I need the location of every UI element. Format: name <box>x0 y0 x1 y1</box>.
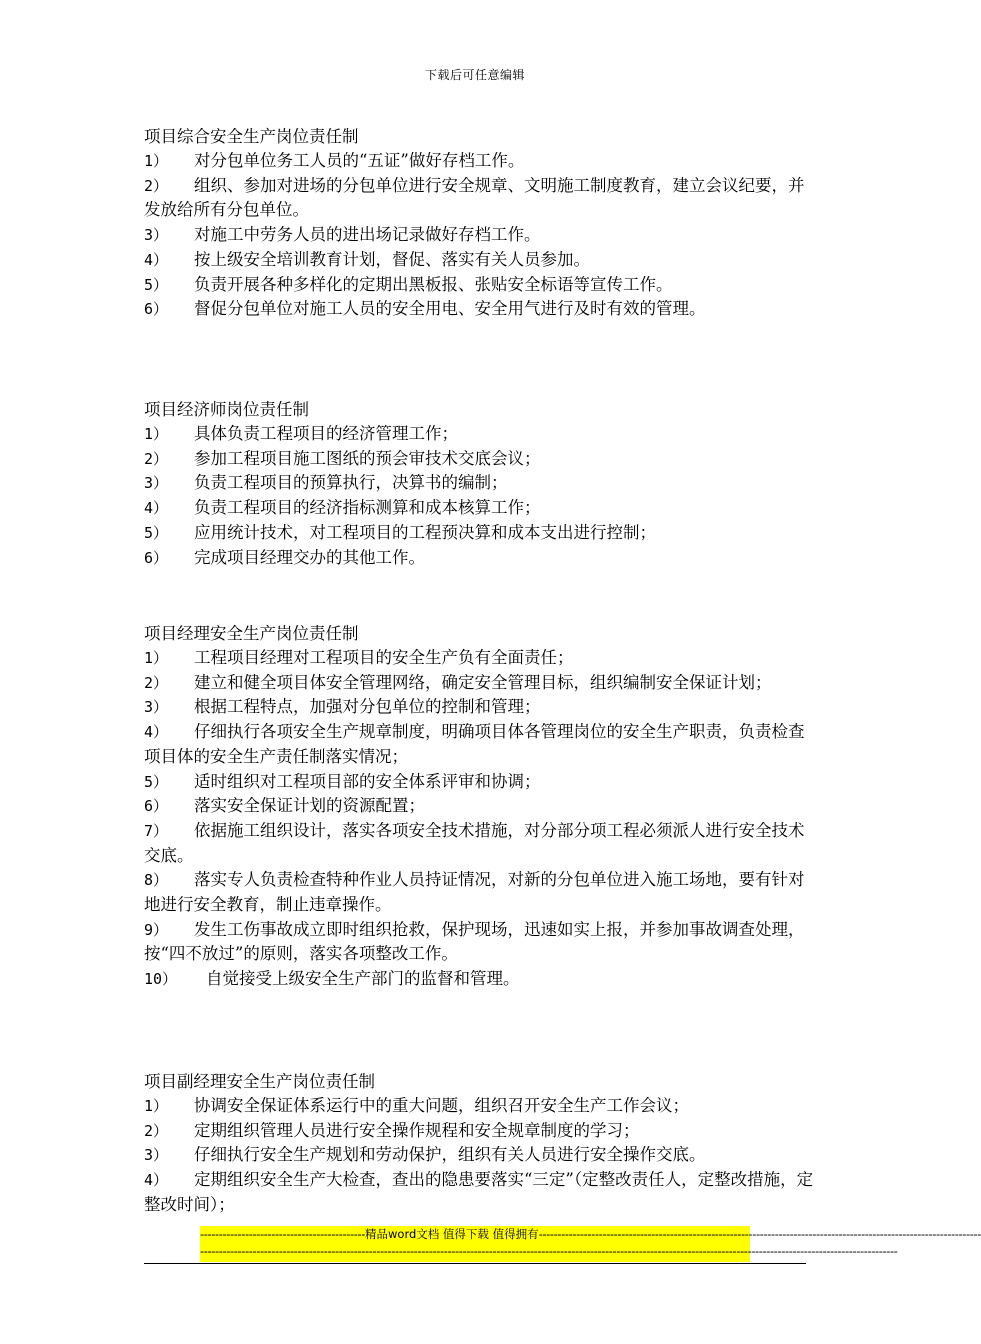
list-item <box>144 646 820 671</box>
list-item <box>144 671 820 696</box>
item-number: 1） <box>144 649 169 667</box>
dash-line: -------------------------------------------- <box>200 1227 365 1241</box>
item-text: 工程项目经理对工程项目的安全生产负有全面责任； <box>194 648 574 667</box>
list-item <box>144 695 820 720</box>
item-number: 4） <box>144 1171 169 1190</box>
list-item <box>144 1119 820 1144</box>
list-item <box>144 521 820 546</box>
item-text: 参加工程项目施工图纸的预会审技术交底会议； <box>194 448 541 468</box>
item-number: 3） <box>144 1146 169 1165</box>
list-item <box>144 967 820 992</box>
item-number: 4） <box>144 250 169 269</box>
item-text: 督促分包单位对施工人员的安全用电、安全用气进行及时有效的管理。 <box>194 299 706 319</box>
list-item <box>144 496 820 521</box>
footer-banner-row <box>200 1226 981 1243</box>
list-item <box>144 447 820 472</box>
footer-banner-row <box>200 1243 898 1260</box>
footer-banner <box>200 1226 981 1262</box>
list-item <box>144 770 820 795</box>
section-economist <box>144 397 820 570</box>
item-number: 2） <box>144 673 169 692</box>
item-number: 1） <box>144 425 169 443</box>
item-number: 2） <box>144 1121 169 1140</box>
item-text: 按上级安全培训教育计划，督促、落实有关人员参加。 <box>194 249 590 269</box>
item-number: 7） <box>144 821 169 840</box>
item-text: 完成项目经理交办的其他工作。 <box>194 547 425 567</box>
item-number: 6） <box>144 300 169 319</box>
list-item <box>144 422 820 447</box>
dash-line: ------------------------------------------------------------------------------------------------------------------------------------------------------------------------------------------ <box>200 1244 898 1258</box>
section-comprehensive-safety <box>144 124 820 322</box>
item-text: 落实专人负责检查特种作业人员持证情况，对新的分包单位进入施工场地，要有针对地进行安全教育，制止违章操作。 <box>144 870 805 915</box>
item-text: 负责工程项目的经济指标测算和成本核算工作； <box>194 498 541 518</box>
item-text: 负责开展各种多样化的定期出黑板报、张贴安全标语等宣传工作。 <box>194 274 673 294</box>
list-item <box>144 1143 820 1168</box>
section-project-manager-safety <box>144 621 820 992</box>
item-number: 8） <box>144 871 169 890</box>
item-text: 建立和健全项目体安全管理网络，确定安全管理目标，组织编制安全保证计划； <box>194 672 772 692</box>
item-text: 落实安全保证计划的资源配置； <box>194 796 425 816</box>
list-item <box>144 794 820 819</box>
item-number: 2） <box>144 449 169 468</box>
item-text: 依据施工组织设计，落实各项安全技术措施，对分部分项工程必须派人进行安全技术交底。 <box>144 820 805 865</box>
item-text: 协调安全保证体系运行中的重大问题，组织召开安全生产工作会议； <box>194 1096 689 1115</box>
item-number: 6） <box>144 797 169 816</box>
item-text: 自觉接受上级安全生产部门的监督和管理。 <box>206 969 520 989</box>
list-item <box>144 223 820 248</box>
section-title: 项目经理安全生产岗位责任制 <box>144 624 359 643</box>
list-item <box>144 1094 820 1119</box>
list-item <box>144 149 820 174</box>
item-number: 5） <box>144 523 169 542</box>
item-text: 仔细执行各项安全生产规章制度，明确项目体各管理岗位的安全生产职责，负责检查项目体的安全生产责任制落实情况； <box>144 722 805 766</box>
list-item <box>144 174 820 223</box>
footer-divider <box>144 1263 806 1264</box>
list-item <box>144 918 820 967</box>
list-item <box>144 546 820 571</box>
item-number: 9） <box>144 920 169 939</box>
section-deputy-manager-safety <box>144 1069 820 1218</box>
item-number: 2） <box>144 176 169 195</box>
item-number: 4） <box>144 499 169 518</box>
dash-line: ---------------------------------------------------------------------------------------------------------------------- <box>538 1227 981 1241</box>
item-text: 仔细执行安全生产规划和劳动保护，组织有关人员进行安全操作交底。 <box>194 1145 706 1165</box>
footer-banner-text: 精品word文档 值得下载 值得拥有 <box>365 1227 539 1241</box>
list-item <box>144 1168 820 1217</box>
item-text: 根据工程特点，加强对分包单位的控制和管理； <box>194 697 541 717</box>
item-text: 负责工程项目的预算执行，决算书的编制； <box>194 473 508 493</box>
list-item <box>144 868 820 917</box>
list-item <box>144 297 820 322</box>
item-text: 发生工伤事故成立即时组织抢救，保护现场，迅速如实上报，并参加事故调查处理，按“四不放过”的原则，落实各项整改工作。 <box>144 919 805 964</box>
item-text: 定期组织管理人员进行安全操作规程和安全规章制度的学习； <box>194 1120 640 1140</box>
item-number: 4） <box>144 723 169 742</box>
item-text: 定期组织安全生产大检查，查出的隐患要落实“三定”（定整改责任人，定整改措施，定整改时间）； <box>144 1170 814 1214</box>
item-number: 1） <box>144 1097 169 1115</box>
item-text: 对分包单位务工人员的“五证”做好存档工作。 <box>194 151 525 170</box>
item-number: 3） <box>144 474 169 493</box>
list-item <box>144 471 820 496</box>
list-item <box>144 720 820 769</box>
item-number: 1） <box>144 152 169 170</box>
section-title: 项目综合安全生产岗位责任制 <box>144 127 359 146</box>
list-item <box>144 248 820 273</box>
item-text: 具体负责工程项目的经济管理工作； <box>194 424 458 443</box>
page-header: 下载后可任意编辑 <box>424 68 525 82</box>
item-text: 应用统计技术，对工程项目的工程预决算和成本支出进行控制； <box>194 522 656 542</box>
item-number: 5） <box>144 275 169 294</box>
item-number: 3） <box>144 698 169 717</box>
item-number: 5） <box>144 772 169 791</box>
item-text: 适时组织对工程项目部的安全体系评审和协调； <box>194 771 541 791</box>
list-item <box>144 273 820 298</box>
item-number: 3） <box>144 226 169 245</box>
item-number: 6） <box>144 548 169 567</box>
item-text: 对施工中劳务人员的进出场记录做好存档工作。 <box>194 225 541 245</box>
section-title: 项目经济师岗位责任制 <box>144 400 309 419</box>
item-number: 10） <box>144 970 178 989</box>
section-title: 项目副经理安全生产岗位责任制 <box>144 1072 375 1091</box>
list-item <box>144 819 820 868</box>
item-text: 组织、参加对进场的分包单位进行安全规章、文明施工制度教育，建立会议纪要，并发放给所有分包单位。 <box>144 175 805 220</box>
